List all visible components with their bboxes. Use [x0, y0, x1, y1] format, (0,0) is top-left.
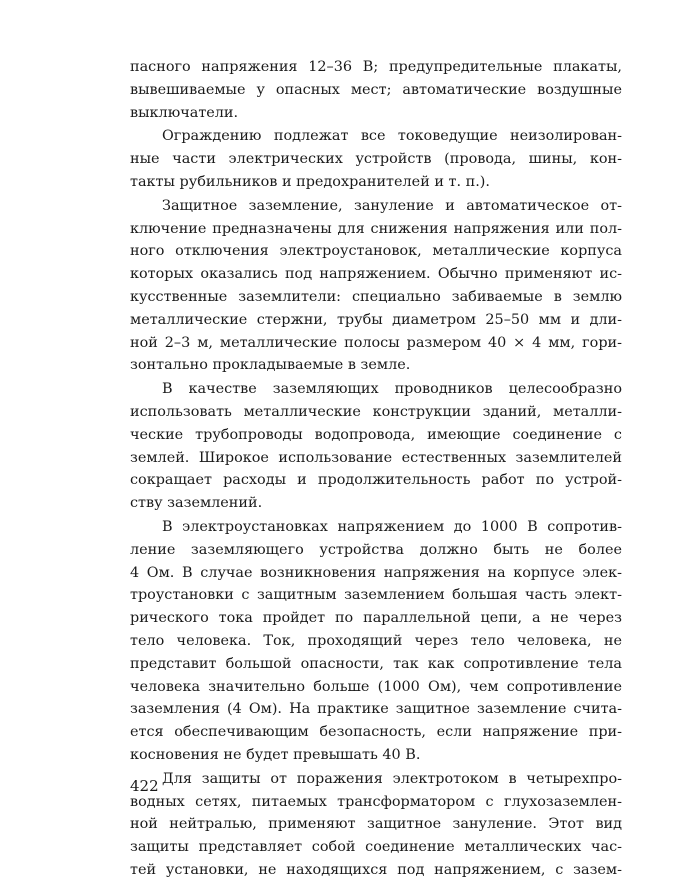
text-line: ного отключения электроустановок, металлические корпуса: [130, 243, 622, 260]
text-line: ные части электрических устройств (провода, шины, кон-: [130, 151, 622, 168]
text-line: тей установки, не находящихся под напряжением, с зазем-: [130, 861, 622, 878]
text-line: использовать металлические конструкции зданий, металли-: [130, 403, 622, 420]
text-line: землей. Широкое использование естественных заземлителей: [130, 449, 622, 466]
page-number: 422: [130, 777, 159, 795]
text-line: Защитное заземление, зануление и автоматическое от-: [162, 197, 622, 214]
text-line: ключение предназначены для снижения напряжения или пол-: [130, 220, 622, 237]
text-line: представит большой опасности, так как сопротивление тела: [130, 655, 622, 672]
text-line: водных сетях, питаемых трансформатором с глухозаземлен-: [130, 793, 622, 810]
paragraph: [130, 56, 622, 124]
text-line: Для защиты от поражения электротоком в четырехпро-: [162, 770, 622, 787]
text-line: косновения не будет превышать 40 В.: [130, 746, 421, 763]
text-line: металлические стержни, трубы диаметром 25–50 мм и дли-: [130, 311, 622, 328]
text-line: защиты представляет собой соединение металлических час-: [130, 839, 622, 856]
text-line: ной 2–3 м, металлические полосы размером 40 × 4 мм, гори-: [130, 334, 622, 351]
paragraph: [130, 125, 622, 193]
text-line: выключатели.: [130, 104, 239, 121]
text-line: кусственные заземлители: специально забиваемые в землю: [130, 288, 622, 305]
text-line: которых оказались под напряжением. Обычно применяют ис-: [130, 266, 622, 283]
text-line: В качестве заземляющих проводников целесообразно: [162, 381, 622, 398]
text-line: троустановки с защитным заземлением большая часть элект-: [130, 587, 622, 604]
text-line: заземления (4 Ом). На практике защитное заземление счита-: [130, 701, 622, 718]
text-line: ству заземлений.: [130, 495, 263, 512]
text-line: рического тока пройдет по параллельной цепи, а не через: [130, 610, 622, 627]
text-line: Ограждению подлежат все токоведущие неизолирован-: [162, 128, 622, 145]
paragraph: [130, 516, 622, 767]
page-body: [130, 56, 622, 883]
text-line: такты рубильников и предохранителей и т. п.).: [130, 173, 490, 190]
text-line: ется обеспечивающим безопасность, если напряжение при-: [130, 724, 622, 741]
text-line: тело человека. Ток, проходящий через тело человека, не: [130, 632, 622, 649]
text-line: сокращает расходы и продолжительность работ по устрой-: [130, 472, 622, 489]
paragraph: [130, 378, 622, 515]
text-line: зонтально прокладываемые в земле.: [130, 357, 411, 374]
text-line: ление заземляющего устройства должно быть не более: [130, 541, 622, 558]
text-line: пасного напряжения 12–36 В; предупредительные плакаты,: [130, 59, 622, 75]
text-line: человека значительно больше (1000 Ом), чем сопротивление: [130, 678, 622, 695]
paragraph: [130, 768, 622, 882]
paragraph: [130, 195, 622, 377]
text-line: В электроустановках напряжением до 1000 В сопротив-: [162, 518, 622, 535]
text-line: 4 Ом. В случае возникновения напряжения на корпусе элек-: [130, 564, 622, 581]
text-line: ческие трубопроводы водопровода, имеющие соединение с: [130, 426, 622, 443]
text-line: вывешиваемые у опасных мест; автоматические воздушные: [130, 81, 622, 98]
text-line: ной нейтралью, применяют защитное зануление. Этот вид: [130, 816, 622, 833]
